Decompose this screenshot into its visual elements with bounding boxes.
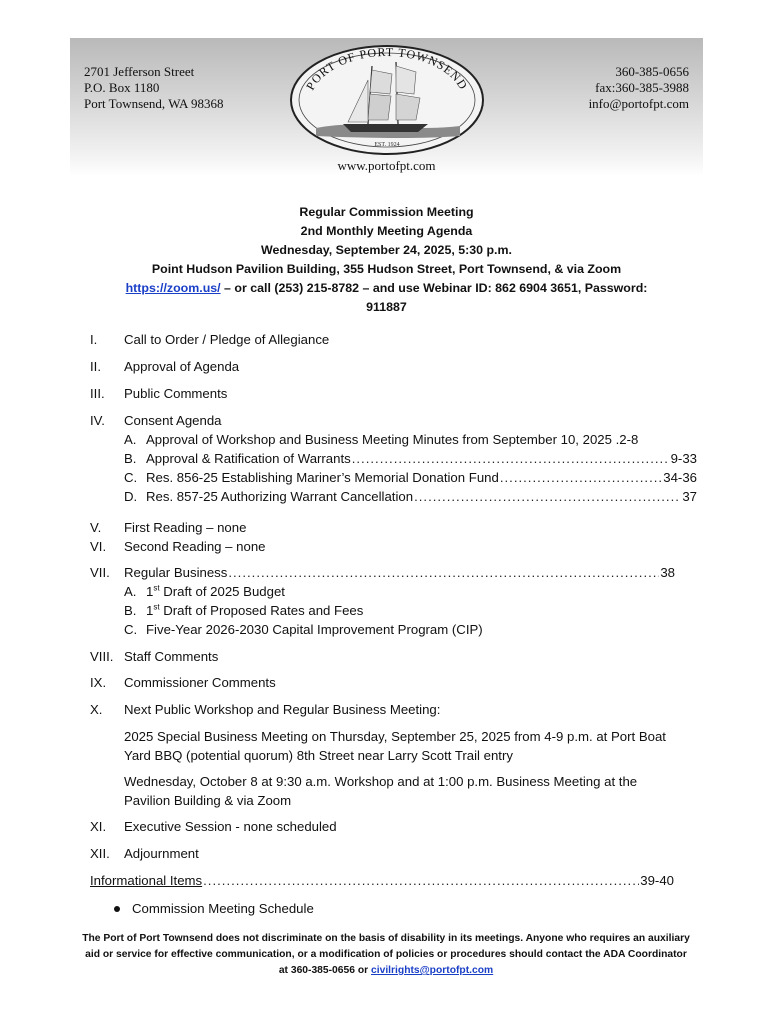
item-text: First Reading – none <box>124 520 247 535</box>
dot-leader <box>352 450 670 468</box>
zoom-password: 911887 <box>366 300 407 314</box>
call-info: – or call (253) 215-8782 – and use Webinar ID: 862 6904 3651, Password: <box>220 281 648 295</box>
agenda-item <box>90 519 680 537</box>
ordinal-suffix: st <box>153 583 160 593</box>
next-meeting-paragraph: Wednesday, October 8 at 9:30 a.m. Workshop and at 1:00 p.m. Business Meeting at the Pavilion Building & via Zoom <box>124 774 638 808</box>
item-text: Public Comments <box>124 386 228 401</box>
sub-item <box>124 583 675 601</box>
page-ref: 39-40 <box>640 873 674 888</box>
sub-item <box>124 621 675 639</box>
dot-leader <box>203 872 639 890</box>
sub-text: Approval & Ratification of Warrants <box>146 451 351 466</box>
item-number: VII. <box>90 565 110 580</box>
email-address: info@portofpt.com <box>588 96 689 111</box>
agenda-item <box>90 412 680 430</box>
zoom-info <box>70 279 703 298</box>
address-line: P.O. Box 1180 <box>84 80 160 95</box>
zoom-link[interactable]: https://zoom.us/ <box>125 281 221 295</box>
item-text: Second Reading – none <box>124 539 266 554</box>
port-seal-logo <box>288 44 486 156</box>
dot-leader <box>228 564 659 582</box>
item-number: VI. <box>90 539 107 554</box>
agenda-item <box>90 564 680 582</box>
item-text: Executive Session - none scheduled <box>124 819 337 834</box>
sub-text: Draft of 2025 Budget <box>159 584 285 599</box>
address-line: 2701 Jefferson Street <box>84 64 195 79</box>
website-url: www.portofpt.com <box>337 158 436 173</box>
sub-item <box>124 488 697 506</box>
next-meeting-paragraph: 2025 Special Business Meeting on Thursday, September 25, 2025 from 4-9 p.m. at Port Boat Yard BBQ (potential quorum) 8th Street near Larry Scott Trail entry <box>124 729 666 763</box>
item-text: Regular Business <box>124 565 228 580</box>
fax-number: fax:360-385-3988 <box>595 80 689 95</box>
sub-letter: C. <box>124 470 138 485</box>
dot-leader <box>500 469 662 487</box>
page-ref: 9-33 <box>670 451 697 466</box>
sub-text: Res. 857-25 Authorizing Warrant Cancellation <box>146 489 414 504</box>
ordinal-number: 1 <box>146 603 154 618</box>
item-number: IV. <box>90 413 105 428</box>
meeting-location: Point Hudson Pavilion Building, 355 Hudson Street, Port Townsend, & via Zoom <box>151 262 622 276</box>
bullet-icon <box>114 906 120 912</box>
bullet-text: Commission Meeting Schedule <box>132 901 314 916</box>
item-number: XI. <box>90 819 107 834</box>
sub-text: Draft of Proposed Rates and Fees <box>159 603 364 618</box>
ordinal-number: 1 <box>146 584 154 599</box>
civil-rights-email-link[interactable]: civilrights@portofpt.com <box>371 965 494 976</box>
agenda-item <box>90 358 680 376</box>
item-text: Call to Order / Pledge of Allegiance <box>124 332 330 347</box>
address-line: Port Townsend, WA 98368 <box>84 96 224 111</box>
item-number: IX. <box>90 675 107 690</box>
ada-notice <box>80 931 692 979</box>
item-text: Approval of Agenda <box>124 359 240 374</box>
informational-label: Informational Items <box>90 873 203 888</box>
sub-letter: C. <box>124 622 138 637</box>
phone-number: 360-385-0656 <box>615 64 689 79</box>
item-text: Next Public Workshop and Regular Business Meeting: <box>124 702 441 717</box>
sub-letter: B. <box>124 603 137 618</box>
page-ref: 37 <box>682 489 697 504</box>
sub-letter: A. <box>124 432 137 447</box>
sub-item <box>124 431 675 449</box>
meeting-subtitle: 2nd Monthly Meeting Agenda <box>300 224 473 238</box>
page-ref: 38 <box>660 565 675 580</box>
page-ref: 2-8 <box>619 432 639 447</box>
dot-leader <box>414 488 681 506</box>
item-text: Commissioner Comments <box>124 675 276 690</box>
page-ref: 34-36 <box>663 470 697 485</box>
sub-item <box>124 469 697 487</box>
sub-item <box>124 450 697 468</box>
contact-block <box>589 64 689 112</box>
item-number: VIII. <box>90 649 114 664</box>
svg-text:EST. 1924: EST. 1924 <box>374 142 400 148</box>
item-text: Consent Agenda <box>124 413 222 428</box>
letterhead <box>70 38 703 176</box>
informational-items <box>90 872 674 890</box>
agenda-item <box>90 818 680 836</box>
sub-letter: B. <box>124 451 137 466</box>
agenda-item <box>90 701 680 719</box>
item-number: II. <box>90 359 101 374</box>
item-text: Staff Comments <box>124 649 219 664</box>
sub-letter: D. <box>124 489 138 504</box>
sub-letter: A. <box>124 584 137 599</box>
sub-text: Five-Year 2026-2030 Capital Improvement Program (CIP) <box>146 622 483 637</box>
address-block <box>84 64 223 112</box>
meeting-header <box>70 203 703 317</box>
meeting-datetime: Wednesday, September 24, 2025, 5:30 p.m. <box>261 243 512 257</box>
svg-text:PORT OF PORT TOWNSEND: PORT OF PORT TOWNSEND <box>303 44 471 93</box>
agenda-item <box>90 538 680 556</box>
item-text: Adjournment <box>124 846 199 861</box>
bullet-item <box>114 900 314 918</box>
sub-item <box>124 602 675 620</box>
agenda-item <box>90 674 680 692</box>
agenda-item <box>90 331 680 349</box>
item-number: X. <box>90 702 103 717</box>
ordinal-suffix: st <box>153 602 160 612</box>
item-number: XII. <box>90 846 110 861</box>
item-number: V. <box>90 520 102 535</box>
item-number: III. <box>90 386 105 401</box>
meeting-title: Regular Commission Meeting <box>299 205 474 219</box>
sub-text: Res. 856-25 Establishing Mariner’s Memorial Donation Fund <box>146 470 499 485</box>
agenda-item <box>90 385 680 403</box>
sub-text: Approval of Workshop and Business Meeting Minutes from September 10, 2025 . <box>146 432 620 447</box>
ada-notice-text: The Port of Port Townsend does not discriminate on the basis of disability in its meetings. Anyone who requires an auxiliary aid or service for effective communication, or a modification of policies or procedures should contact the ADA Coordinator at 360-385-0656 or <box>82 933 690 976</box>
agenda-item <box>90 845 680 863</box>
item-number: I. <box>90 332 98 347</box>
agenda-item <box>90 648 680 666</box>
